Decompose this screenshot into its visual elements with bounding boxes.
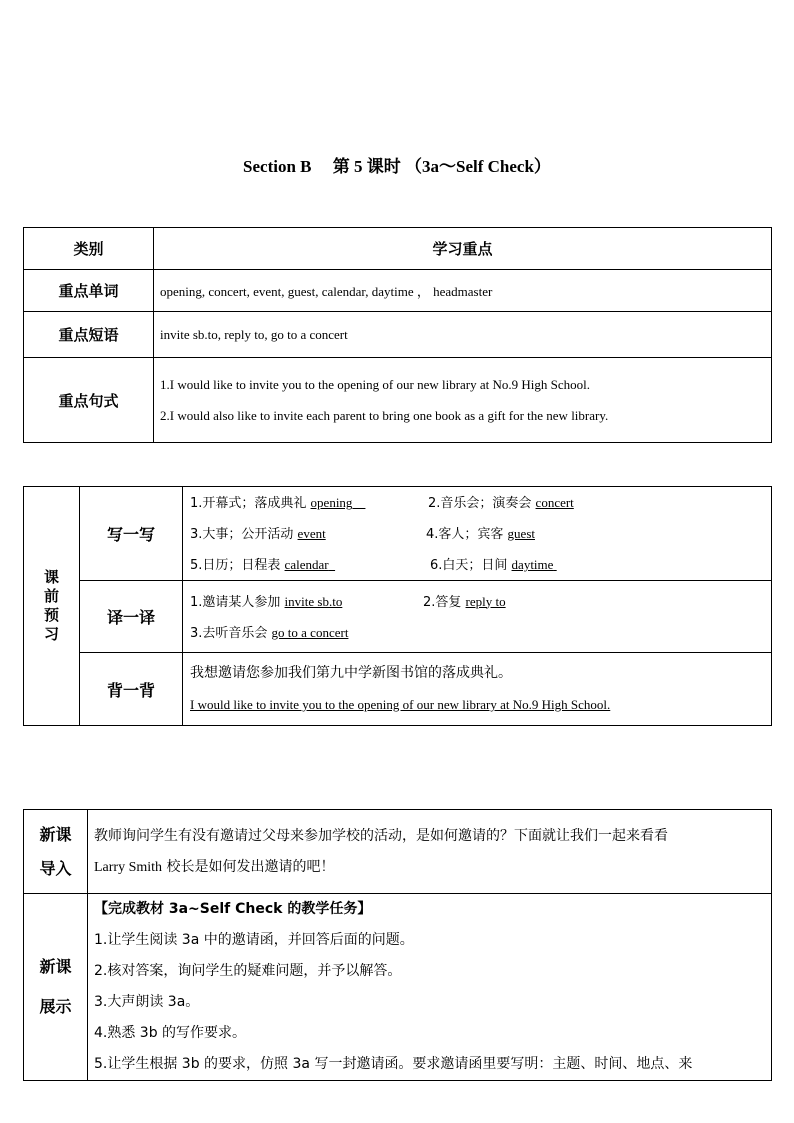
page-title: Section B 第 5 课时 （3a～Self Check）: [243, 157, 551, 176]
translate-content: [183, 581, 772, 653]
table-header-row: [24, 228, 772, 270]
answer-blank: invite sb.to: [284, 593, 343, 609]
translate-line: 3.去听音乐会 go to a concert: [190, 624, 349, 641]
answer-blank: daytime: [511, 557, 554, 572]
show-content: [88, 894, 772, 1081]
row-content: [154, 358, 772, 443]
write-line: 5.日历；日程表 calendar 6.白天；日间 daytime: [190, 557, 554, 573]
intro-content: 教师询问学生有没有邀请过父母来参加学校的活动，是如何邀请的？下面就让我们一起来看看 Larry Smith 校长是如何发出邀请的吧！: [88, 810, 772, 894]
answer-blank: opening: [310, 495, 353, 510]
translate-line: 1.邀请某人参加 invite sb.to 2.答复 reply to: [190, 593, 506, 610]
answer-blank: calendar: [284, 557, 329, 572]
sentence-line: 1.I would like to invite you to the opening of our new library at No.9 High School.: [160, 377, 591, 392]
key-points-table: [23, 227, 772, 443]
answer-blank: go to a concert: [271, 624, 349, 640]
preview-table: [23, 486, 772, 726]
show-label: 新课 展示: [24, 894, 88, 1081]
preview-side-label: 课前预习: [24, 487, 80, 726]
write-label: 写一写: [80, 487, 183, 581]
table-row: [24, 270, 772, 312]
recite-chinese: 我想邀请您参加我们第九中学新图书馆的落成典礼。: [190, 665, 512, 681]
show-step: 1.让学生阅读 3a 中的邀请函，并回答后面的问题。: [94, 932, 414, 948]
write-content: [183, 487, 772, 581]
row-category: 重点单词: [24, 270, 154, 312]
answer-blank: guest: [507, 526, 535, 541]
key-points-header: 学习重点: [154, 228, 772, 270]
intro-label: 新课 导入: [24, 810, 88, 894]
category-header: 类别: [24, 228, 154, 270]
answer-blank: concert: [535, 495, 574, 510]
row-content: opening, concert, event, guest, calendar, daytime ， headmaster: [154, 270, 772, 312]
show-step: 3.大声朗读 3a。: [94, 994, 200, 1010]
write-line: 3.大事；公开活动 event 4.客人；宾客 guest: [190, 526, 535, 542]
write-line: 1.开幕式；落成典礼 opening 2.音乐会；演奏会 concert: [190, 495, 574, 511]
answer-blank: reply to: [465, 593, 506, 609]
row-content: invite sb.to, reply to, go to a concert: [154, 312, 772, 358]
sentence-line: 2.I would also like to invite each parent to bring one book as a gift for the new library.: [160, 408, 609, 423]
show-heading: 【完成教材 3a~Self Check 的教学任务】: [94, 901, 372, 917]
show-step: 2.核对答案，询问学生的疑难问题，并予以解答。: [94, 963, 402, 979]
recite-content: [183, 653, 772, 726]
answer-blank: event: [297, 526, 326, 541]
show-step: 4.熟悉 3b 的写作要求。: [94, 1025, 247, 1041]
row-category: 重点短语: [24, 312, 154, 358]
recite-english: I would like to invite you to the opening of our new library at No.9 High School.: [190, 697, 611, 712]
translate-label: 译一译: [80, 581, 183, 653]
show-step: 5.让学生根据 3b 的要求，仿照 3a 写一封邀请函。要求邀请函里要写明：主题、时间、地点、来: [94, 1056, 693, 1072]
table-row: [24, 358, 772, 443]
lesson-table: [23, 809, 772, 1081]
recite-label: 背一背: [80, 653, 183, 726]
row-category: 重点句式: [24, 358, 154, 443]
table-row: [24, 312, 772, 358]
